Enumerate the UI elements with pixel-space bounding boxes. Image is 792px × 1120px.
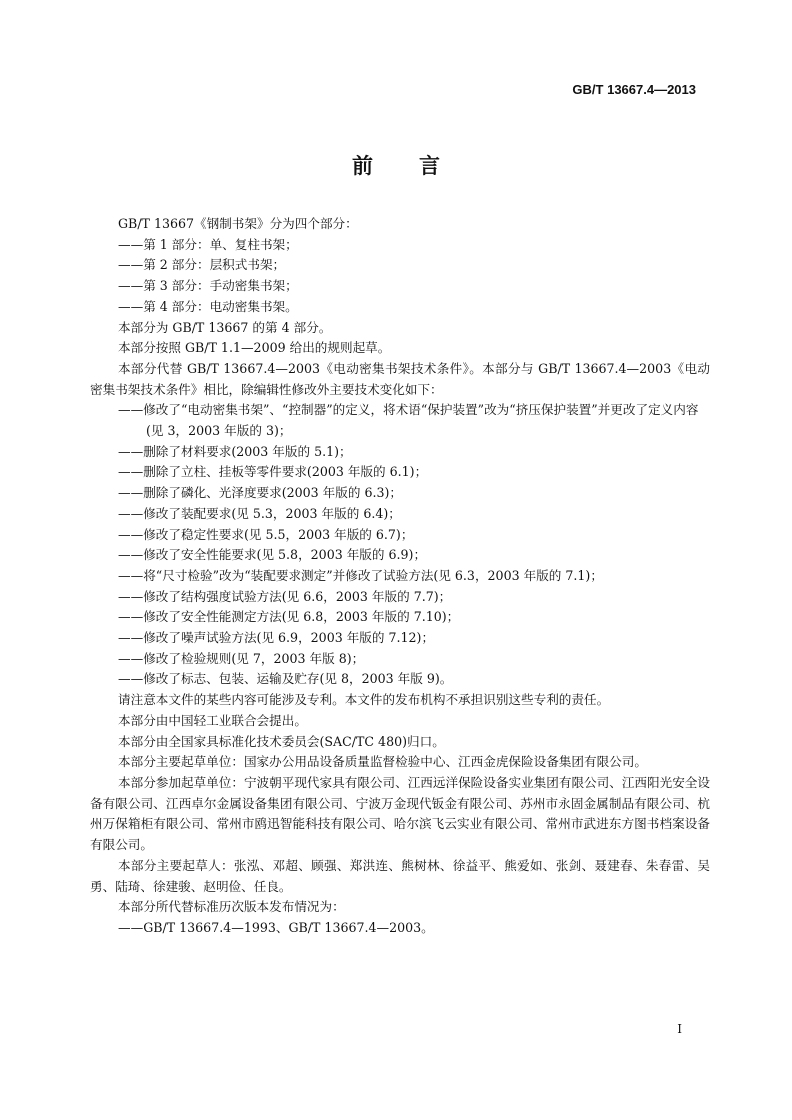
drafting-rules-paragraph: 本部分按照 GB/T 1.1—2009 给出的规则起草。: [118, 340, 391, 356]
change-item-text: 将“尺寸检验”改为“装配要求测定”并修改了试验方法(见 6.3，2003 年版的 7.1)；: [143, 567, 603, 583]
drafters-paragraph: 本部分主要起草人：张泓、邓超、顾强、郑洪连、熊树林、徐益平、熊爱如、张剑、聂建春、朱春雷、吴勇、陆琦、徐建骏、赵明俭、任良。: [90, 857, 710, 894]
change-item-text: 修改了标志、包装、运输及贮存(见 8，2003 年版 9)。: [143, 671, 453, 687]
change-item-text: 修改了噪声试验方法(见 6.9，2003 年版的 7.12)；: [143, 630, 435, 646]
intro-paragraph: GB/T 13667《钢制书架》分为四个部分：: [118, 216, 358, 231]
dash-mark: ——: [118, 485, 144, 501]
page-number: I: [677, 1022, 682, 1036]
dash-mark: ——: [118, 278, 144, 294]
change-item-10: [90, 607, 710, 628]
dash-mark: ——: [118, 257, 144, 273]
change-item-text: 修改了稳定性要求(见 5.5，2003 年版的 6.7)；: [143, 526, 414, 542]
list-item-part-3: [90, 276, 710, 297]
change-item-8: [90, 566, 710, 587]
dash-mark: ——: [118, 609, 144, 625]
main-drafters-org-paragraph: 本部分主要起草单位：国家办公用品设备质量监督检验中心、江西金虎保险设备集团有限公司。: [118, 754, 647, 770]
dash-mark: ——: [118, 526, 144, 542]
change-item-4: [90, 483, 710, 504]
change-item-text: 修改了“电动密集书架”、“控制器”的定义，将术语“保护装置”改为“挤压保护装置”并更改了定义内容(见 3，2003 年版的 3)；: [143, 402, 699, 439]
dash-mark: ——: [118, 671, 144, 687]
dash-mark: ——: [118, 567, 144, 583]
history-item-text: GB/T 13667.4—1993、GB/T 13667.4—2003。: [143, 919, 434, 935]
dash-mark: ——: [118, 588, 144, 604]
list-item-part-2: [90, 255, 710, 276]
change-item-5: [90, 504, 710, 525]
list-item-part-1: [90, 235, 710, 256]
standard-code: GB/T 13667.4—2013: [572, 82, 696, 97]
history-item: [90, 918, 710, 939]
list-item-text: 第 3 部分：手动密集书架；: [143, 278, 298, 294]
change-item-1: [90, 400, 710, 441]
list-item-text: 第 4 部分：电动密集书架。: [143, 298, 298, 314]
dash-mark: ——: [118, 298, 144, 314]
dash-mark: ——: [118, 443, 144, 459]
change-item-7: [90, 545, 710, 566]
list-item-text: 第 1 部分：单、复柱书架；: [143, 236, 298, 252]
change-item-9: [90, 587, 710, 608]
change-item-text: 修改了结构强度试验方法(见 6.6，2003 年版的 7.7)；: [143, 588, 452, 604]
change-item-text: 删除了材料要求(2003 年版的 5.1)；: [143, 443, 352, 459]
dash-mark: ——: [118, 650, 144, 666]
participating-orgs-paragraph: 本部分参加起草单位：宁波朝平现代家具有限公司、江西远洋保险设备实业集团有限公司、江西阳光安全设备有限公司、江西卓尔金属设备集团有限公司、宁波万金现代钣金有限公司、苏州市永固金属制品有限公司、杭州万保箱柜有限公司、常州市鸥迅智能科技有限公司、哈尔滨飞云实业有限公司、常州市武进东方图书档案设备有限公司。: [90, 774, 710, 853]
list-item-text: 第 2 部分：层积式书架；: [143, 257, 286, 273]
change-item-text: 修改了安全性能要求(见 5.8，2003 年版的 6.9)；: [143, 547, 427, 563]
change-item-12: [90, 649, 710, 670]
dash-mark: ——: [118, 464, 144, 480]
change-item-text: 修改了检验规则(见 7，2003 年版 8)；: [143, 650, 365, 666]
dash-mark: ——: [118, 630, 144, 646]
document-body: [90, 214, 710, 939]
change-item-6: [90, 525, 710, 546]
scope-paragraph: 本部分为 GB/T 13667 的第 4 部分。: [118, 319, 332, 335]
patent-notice-paragraph: 请注意本文件的某些内容可能涉及专利。本文件的发布机构不承担识别这些专利的责任。: [118, 692, 610, 708]
list-item-part-4: [90, 297, 710, 318]
committee-paragraph: 本部分由全国家具标准化技术委员会(SAC/TC 480)归口。: [118, 733, 445, 749]
change-item-13: [90, 669, 710, 690]
change-item-text: 删除了磷化、光泽度要求(2003 年版的 6.3)；: [143, 485, 403, 501]
proposer-paragraph: 本部分由中国轻工业联合会提出。: [118, 712, 307, 728]
change-item-11: [90, 628, 710, 649]
dash-mark: ——: [118, 919, 144, 935]
change-item-text: 修改了安全性能测定方法(见 6.8，2003 年版的 7.10)；: [143, 609, 460, 625]
change-item-text: 修改了装配要求(见 5.3，2003 年版的 6.4)；: [143, 505, 401, 521]
change-item-2: [90, 442, 710, 463]
change-item-3: [90, 462, 710, 483]
dash-mark: ——: [118, 236, 144, 252]
history-intro-paragraph: 本部分所代替标准历次版本发布情况为：: [118, 899, 345, 915]
change-item-text: 删除了立柱、挂板等零件要求(2003 年版的 6.1)；: [143, 464, 428, 480]
replacement-paragraph: 本部分代替 GB/T 13667.4—2003《电动密集书架技术条件》。本部分与 GB/T 13667.4—2003《电动密集书架技术条件》相比，除编辑性修改外主要技术变化如下：: [90, 360, 710, 397]
dash-mark: ——: [118, 402, 144, 418]
dash-mark: ——: [118, 505, 144, 521]
page-title: 前言: [352, 153, 486, 178]
dash-mark: ——: [118, 547, 144, 563]
